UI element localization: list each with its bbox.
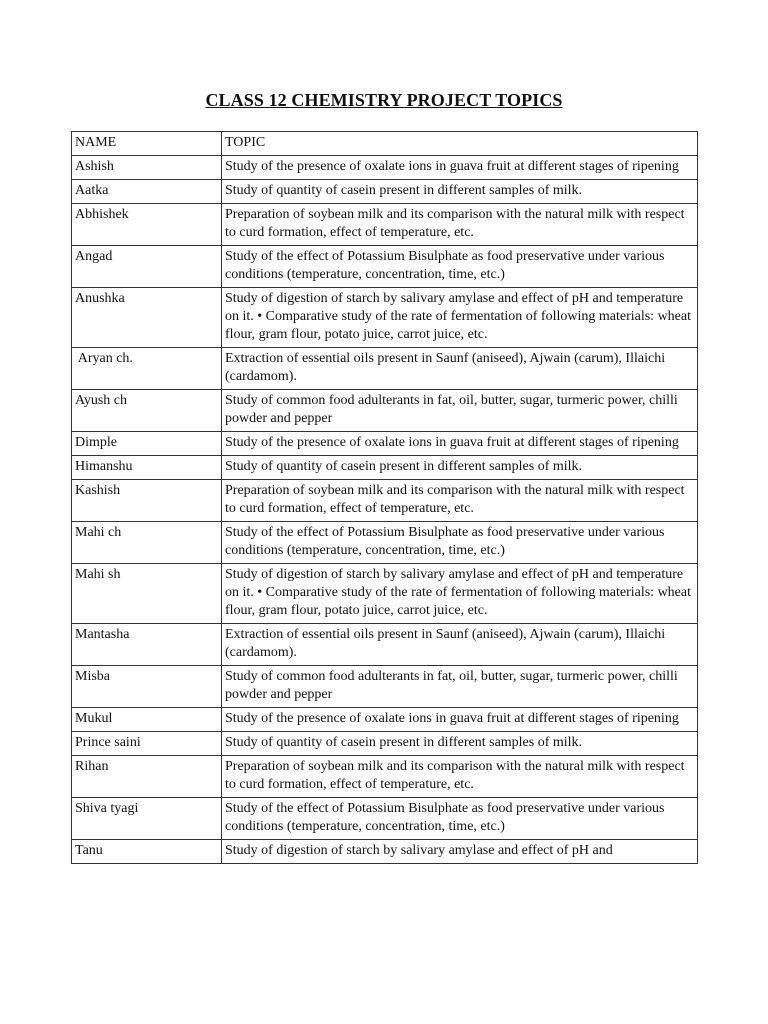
table-row <box>72 708 698 732</box>
table-row <box>72 756 698 798</box>
table-row <box>72 156 698 180</box>
project-topic-cell: Study of quantity of casein present in different samples of milk. <box>222 456 698 480</box>
project-topic-cell: Study of the effect of Potassium Bisulphate as food preservative under various conditions (temperature, concentration, time, etc.) <box>222 246 698 288</box>
student-name-cell: Aryan ch. <box>72 348 222 390</box>
column-header-topic: TOPIC <box>222 132 698 156</box>
project-topic-cell: Study of the effect of Potassium Bisulphate as food preservative under various conditions (temperature, concentration, time, etc.) <box>222 522 698 564</box>
table-row <box>72 480 698 522</box>
table-row <box>72 522 698 564</box>
column-header-name: NAME <box>72 132 222 156</box>
student-name-cell: Anushka <box>72 288 222 348</box>
project-topic-cell: Study of the presence of oxalate ions in guava fruit at different stages of ripening <box>222 432 698 456</box>
student-name-cell: Shiva tyagi <box>72 798 222 840</box>
table-row <box>72 348 698 390</box>
table-row <box>72 432 698 456</box>
student-name-cell: Ayush ch <box>72 390 222 432</box>
project-topic-cell: Study of digestion of starch by salivary amylase and effect of pH and <box>222 840 698 864</box>
student-name-cell: Abhishek <box>72 204 222 246</box>
student-name-cell: Kashish <box>72 480 222 522</box>
project-topic-cell: Study of common food adulterants in fat, oil, butter, sugar, turmeric power, chilli powder and pepper <box>222 390 698 432</box>
table-row <box>72 798 698 840</box>
page-title: CLASS 12 CHEMISTRY PROJECT TOPICS <box>205 90 563 110</box>
project-topic-cell: Preparation of soybean milk and its comparison with the natural milk with respect to curd formation, effect of temperature, etc. <box>222 204 698 246</box>
student-name-cell: Misba <box>72 666 222 708</box>
table-row <box>72 390 698 432</box>
project-topic-cell: Study of the presence of oxalate ions in guava fruit at different stages of ripening <box>222 708 698 732</box>
table-row <box>72 666 698 708</box>
table-row <box>72 204 698 246</box>
table-row <box>72 456 698 480</box>
project-topic-cell: Preparation of soybean milk and its comparison with the natural milk with respect to curd formation, effect of temperature, etc. <box>222 756 698 798</box>
student-name-cell: Tanu <box>72 840 222 864</box>
table-row <box>72 288 698 348</box>
table-row <box>72 624 698 666</box>
student-name-cell: Himanshu <box>72 456 222 480</box>
student-name-cell: Prince saini <box>72 732 222 756</box>
table-row <box>72 564 698 624</box>
table-row <box>72 732 698 756</box>
table-row <box>72 246 698 288</box>
project-topic-cell: Study of digestion of starch by salivary amylase and effect of pH and temperature on it. • Comparative study of the rate of fermentation of following materials: wheat flour, gram flour, potato juice, carrot juice, etc. <box>222 564 698 624</box>
student-name-cell: Mantasha <box>72 624 222 666</box>
student-name-cell: Dimple <box>72 432 222 456</box>
project-topic-cell: Extraction of essential oils present in Saunf (aniseed), Ajwain (carum), Illaichi (cardamom). <box>222 624 698 666</box>
student-name-cell: Mahi ch <box>72 522 222 564</box>
student-name-cell: Rihan <box>72 756 222 798</box>
student-name-cell: Aatka <box>72 180 222 204</box>
student-name-cell: Angad <box>72 246 222 288</box>
table-body <box>72 156 698 864</box>
project-topic-cell: Study of digestion of starch by salivary amylase and effect of pH and temperature on it. • Comparative study of the rate of fermentation of following materials: wheat flour, gram flour, potato juice, carrot juice, etc. <box>222 288 698 348</box>
student-name-cell: Mukul <box>72 708 222 732</box>
topics-table <box>71 131 698 864</box>
student-name-cell: Mahi sh <box>72 564 222 624</box>
project-topic-cell: Study of the effect of Potassium Bisulphate as food preservative under various conditions (temperature, concentration, time, etc.) <box>222 798 698 840</box>
project-topic-cell: Study of common food adulterants in fat, oil, butter, sugar, turmeric power, chilli powder and pepper <box>222 666 698 708</box>
project-topic-cell: Study of quantity of casein present in different samples of milk. <box>222 732 698 756</box>
table-header-row <box>72 132 698 156</box>
project-topic-cell: Preparation of soybean milk and its comparison with the natural milk with respect to curd formation, effect of temperature, etc. <box>222 480 698 522</box>
project-topic-cell: Study of quantity of casein present in different samples of milk. <box>222 180 698 204</box>
table-row <box>72 180 698 204</box>
project-topic-cell: Study of the presence of oxalate ions in guava fruit at different stages of ripening <box>222 156 698 180</box>
student-name-cell: Ashish <box>72 156 222 180</box>
table-row <box>72 840 698 864</box>
project-topic-cell: Extraction of essential oils present in Saunf (aniseed), Ajwain (carum), Illaichi (cardamom). <box>222 348 698 390</box>
